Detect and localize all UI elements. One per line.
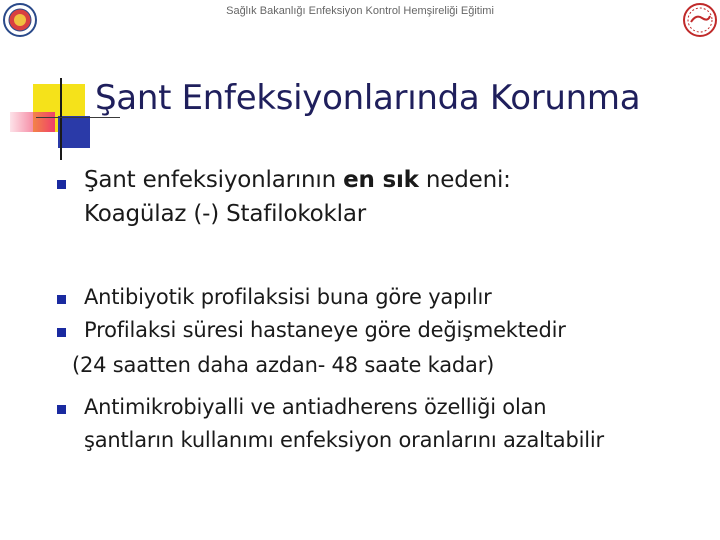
ministry-logo-right (682, 2, 718, 38)
bullet-marker (57, 295, 66, 304)
bullet-marker (57, 328, 66, 337)
decorative-red-bar (10, 112, 55, 132)
bullet-3-line-2: (24 saatten daha azdan- 48 saate kadar) (72, 353, 495, 377)
bullet-1-line-1 (84, 167, 511, 193)
bullet-1-text-pre: Şant enfeksiyonlarının (84, 167, 344, 193)
bullet-marker (57, 405, 66, 414)
bullet-2-text: Antibiyotik profilaksisi buna göre yapılır (84, 285, 492, 309)
bullet-1-line-2: Koagülaz (-) Stafilokoklar (84, 201, 366, 227)
bullet-4-line-2: şantların kullanımı enfeksiyon oranlarını azaltabilir (84, 428, 604, 452)
header-text: Sağlık Bakanlığı Enfeksiyon Kontrol Hemşireliği Eğitimi (226, 5, 494, 17)
slide-title: Şant Enfeksiyonlarında Korunma (95, 78, 641, 118)
bullet-3-text: Profilaksi süresi hastaneye göre değişmektedir (84, 318, 566, 342)
bullet-1-text-post: nedeni: (418, 167, 511, 193)
bullet-marker (57, 180, 66, 189)
decorative-blue-square (58, 116, 90, 148)
bullet-1-text-bold: en sık (343, 167, 419, 193)
decorative-vertical-line (60, 78, 62, 160)
bullet-4-line-1: Antimikrobiyalli ve antiadherens özelliği olan (84, 395, 547, 419)
